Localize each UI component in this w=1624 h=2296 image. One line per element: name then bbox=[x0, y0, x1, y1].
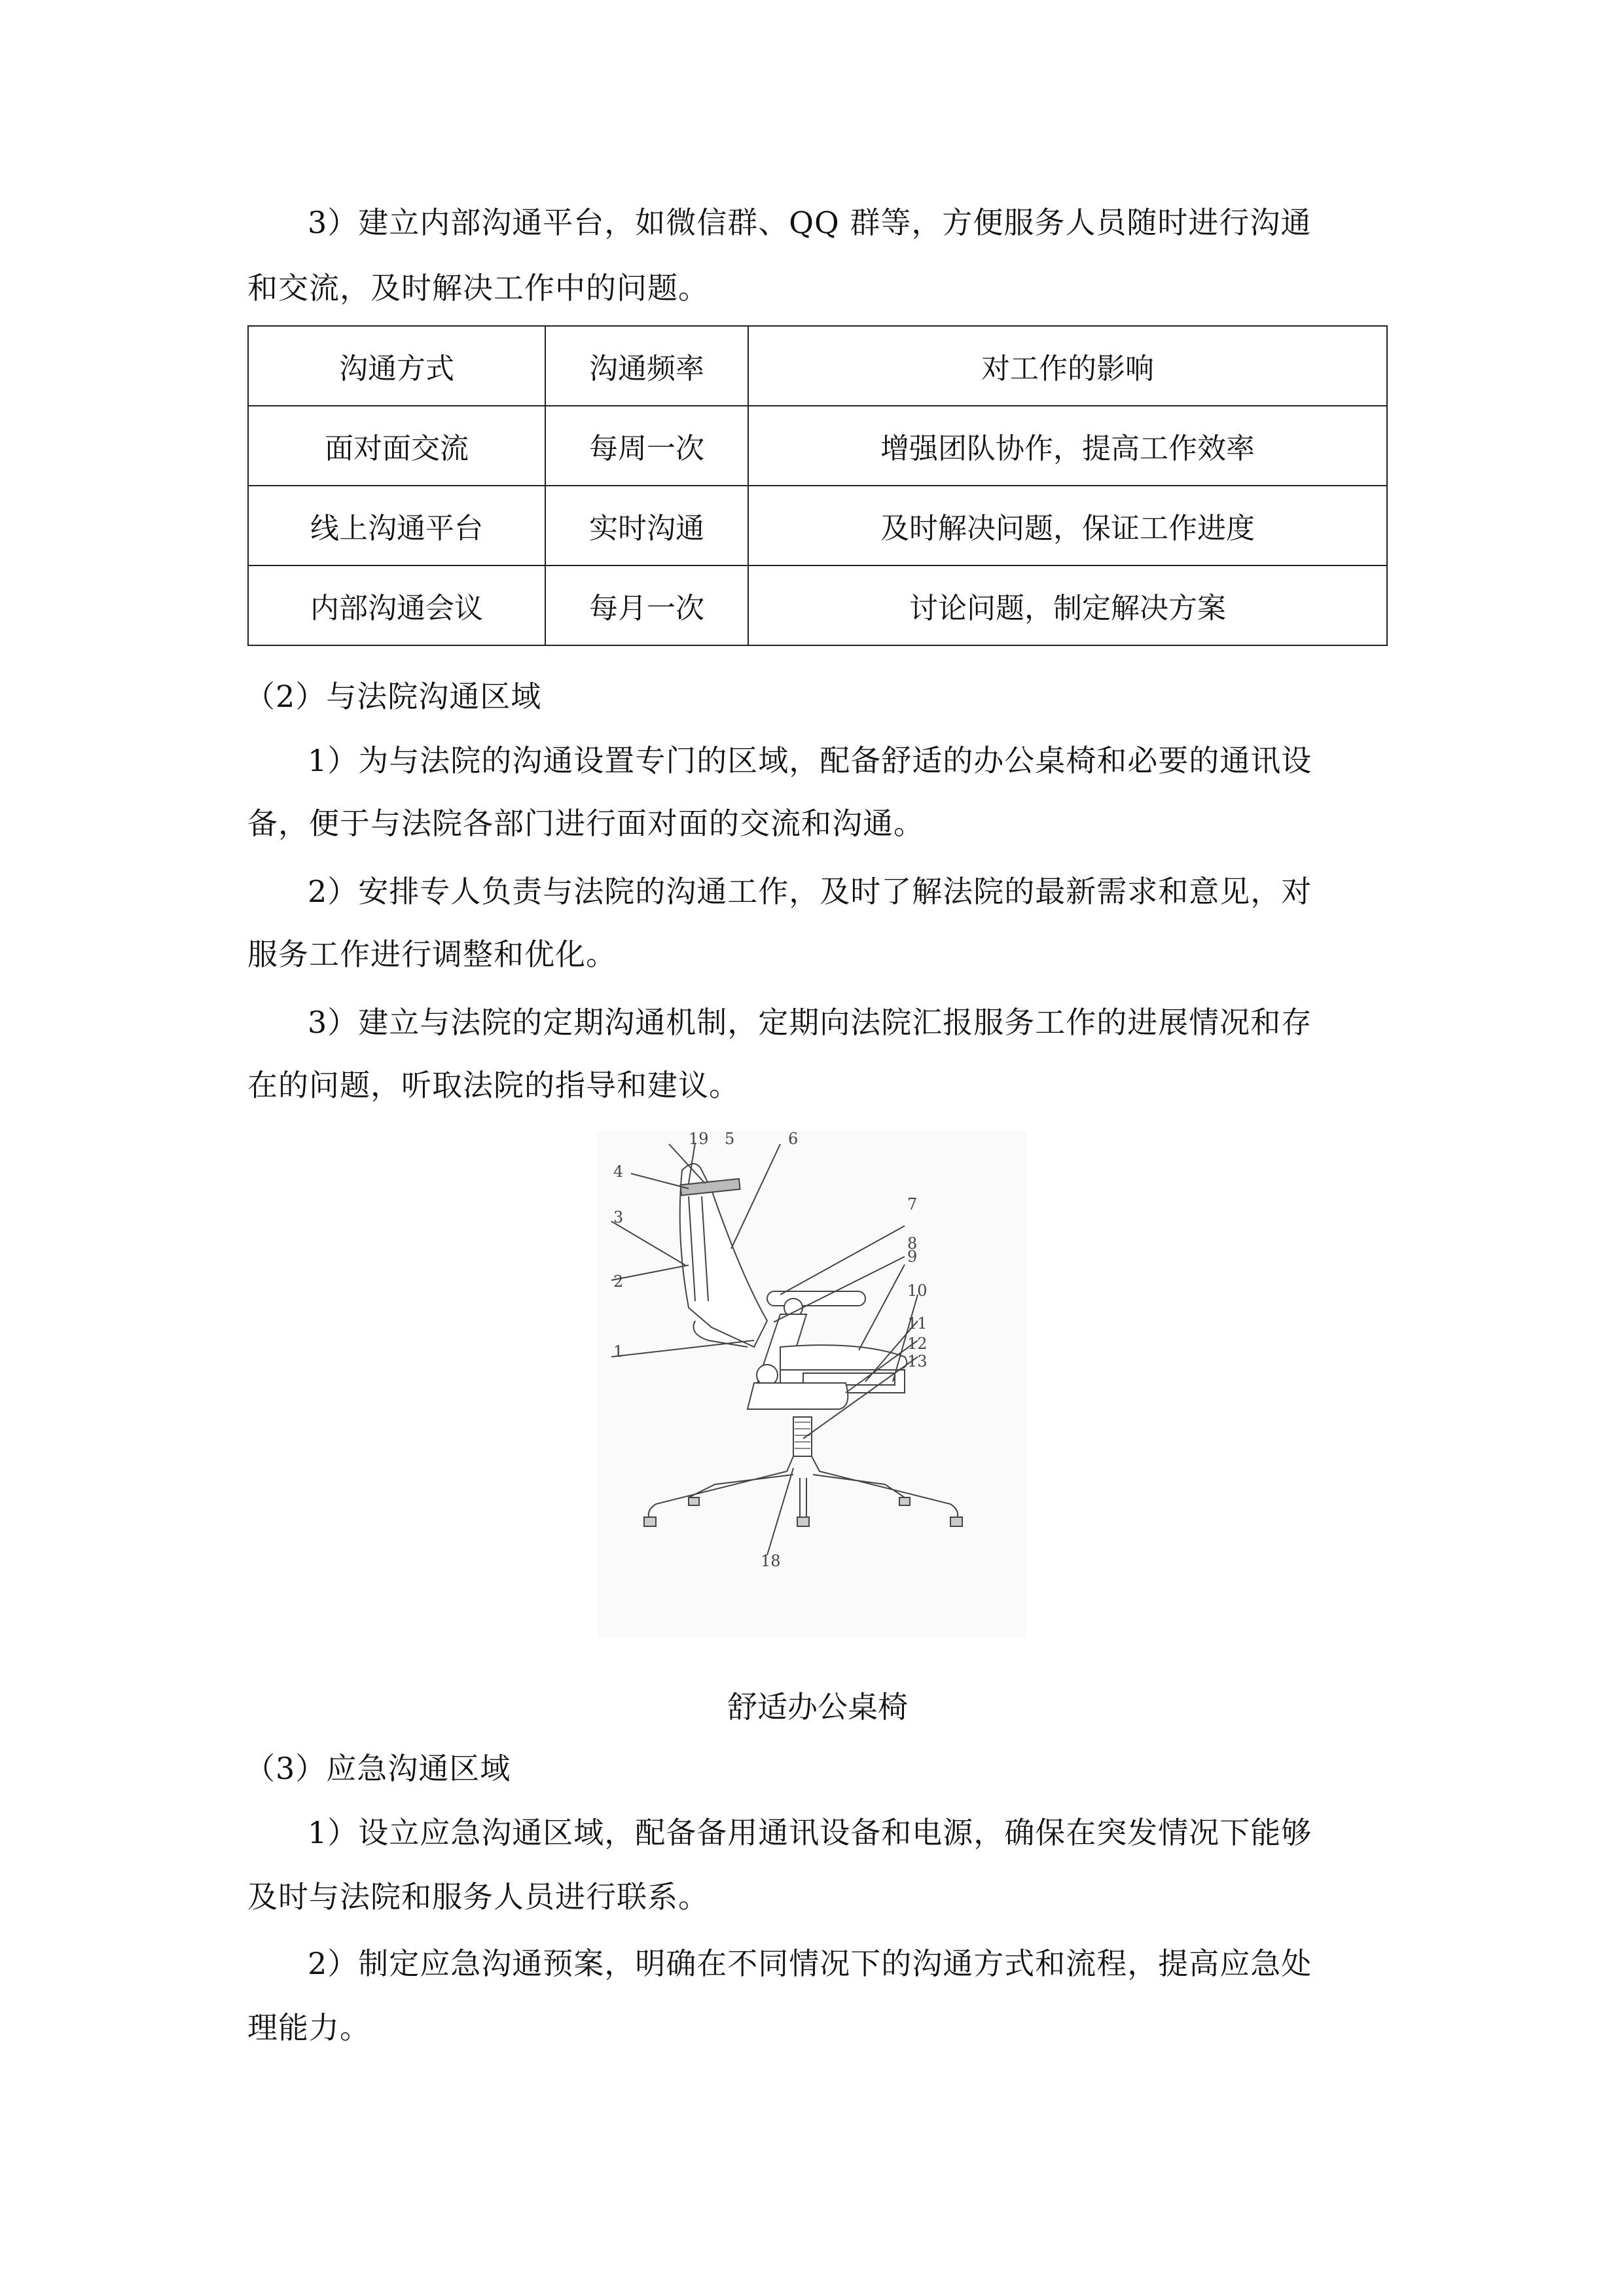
label-8: 8 bbox=[907, 1234, 918, 1253]
label-12: 12 bbox=[907, 1335, 928, 1353]
header-impact: 对工作的影响 bbox=[748, 326, 1387, 406]
label-19: 19 bbox=[689, 1131, 709, 1148]
label-3: 3 bbox=[613, 1208, 624, 1227]
label-10: 10 bbox=[907, 1282, 928, 1300]
label-7: 7 bbox=[907, 1195, 918, 1213]
section-3-item-2-line-1: 2）制定应急沟通预案，明确在不同情况下的沟通方式和流程，提高应急处 bbox=[308, 1946, 1312, 1981]
section-3-item-1-line-2: 及时与法院和服务人员进行联系。 bbox=[247, 1879, 709, 1914]
table-header-row bbox=[248, 326, 1387, 406]
intro-line-2: 和交流，及时解决工作中的问题。 bbox=[247, 270, 709, 306]
cell-impact: 及时解决问题，保证工作进度 bbox=[748, 486, 1387, 565]
cell-impact: 讨论问题，制定解决方案 bbox=[748, 565, 1387, 645]
section-2-item-2-line-1: 2）安排专人负责与法院的沟通工作，及时了解法院的最新需求和意见，对 bbox=[308, 874, 1312, 909]
section-3-heading: （3）应急沟通区域 bbox=[245, 1751, 511, 1786]
section-3-item-2-line-2: 理能力。 bbox=[247, 2010, 370, 2045]
section-2-item-1-line-1: 1）为与法院的沟通设置专门的区域，配备舒适的办公桌椅和必要的通讯设 bbox=[308, 743, 1312, 778]
label-2: 2 bbox=[613, 1272, 624, 1291]
label-5: 5 bbox=[725, 1131, 735, 1148]
chair-illustration bbox=[597, 1131, 1026, 1638]
label-13: 13 bbox=[907, 1352, 928, 1371]
cell-frequency: 每月一次 bbox=[545, 565, 748, 645]
cell-method: 面对面交流 bbox=[248, 406, 545, 486]
label-1: 1 bbox=[613, 1342, 624, 1361]
communication-table bbox=[247, 325, 1388, 646]
cell-method: 内部沟通会议 bbox=[248, 565, 545, 645]
table-row bbox=[248, 406, 1387, 486]
section-2-heading: （2）与法院沟通区域 bbox=[245, 679, 542, 714]
section-2-item-2-line-2: 服务工作进行调整和优化。 bbox=[247, 937, 617, 972]
table-row bbox=[248, 565, 1387, 645]
table-row bbox=[248, 486, 1387, 565]
header-frequency: 沟通频率 bbox=[545, 326, 748, 406]
office-chair-diagram bbox=[597, 1131, 1026, 1638]
section-2-item-3-line-1: 3）建立与法院的定期沟通机制，定期向法院汇报服务工作的进展情况和存 bbox=[308, 1005, 1312, 1040]
label-11: 11 bbox=[907, 1314, 928, 1333]
cell-frequency: 实时沟通 bbox=[545, 486, 748, 565]
label-4: 4 bbox=[613, 1162, 624, 1181]
cell-impact: 增强团队协作，提高工作效率 bbox=[748, 406, 1387, 486]
section-2-item-1-line-2: 备，便于与法院各部门进行面对面的交流和沟通。 bbox=[247, 806, 924, 841]
section-2-item-3-line-2: 在的问题，听取法院的指导和建议。 bbox=[247, 1067, 740, 1103]
label-6: 6 bbox=[788, 1131, 799, 1148]
intro-line-1: 3）建立内部沟通平台，如微信群、QQ 群等，方便服务人员随时进行沟通 bbox=[308, 205, 1312, 240]
figure-caption: 舒适办公桌椅 bbox=[727, 1689, 908, 1725]
cell-method: 线上沟通平台 bbox=[248, 486, 545, 565]
section-3-item-1-line-1: 1）设立应急沟通区域，配备备用通讯设备和电源，确保在突发情况下能够 bbox=[308, 1815, 1312, 1850]
header-method: 沟通方式 bbox=[248, 326, 545, 406]
label-9: 9 bbox=[907, 1247, 918, 1266]
label-18: 18 bbox=[761, 1552, 781, 1570]
cell-frequency: 每周一次 bbox=[545, 406, 748, 486]
